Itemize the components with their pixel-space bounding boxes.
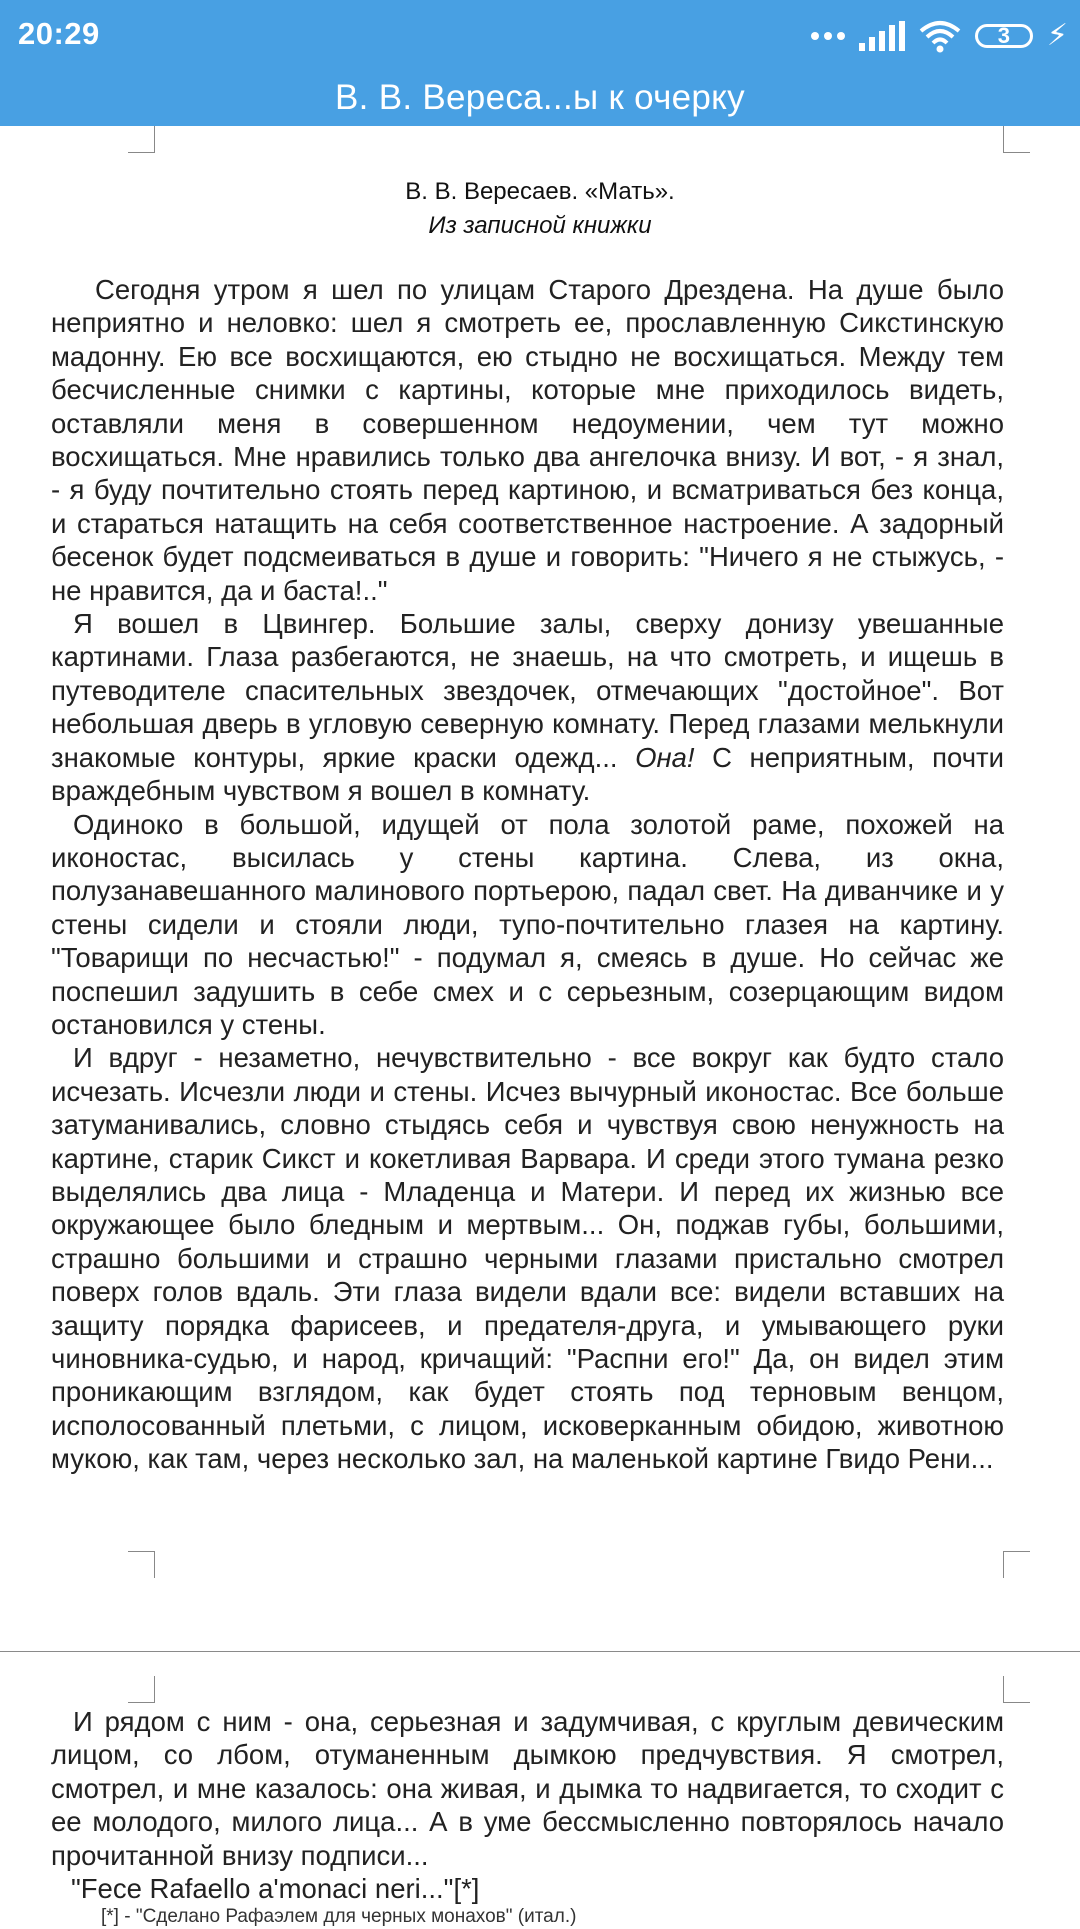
status-time: 20:29 [18,16,100,51]
signal-icon [859,21,905,51]
page-corner-mark [1003,126,1030,153]
page-corner-mark [128,1551,155,1578]
doc-body [51,273,1004,1476]
status-icons [811,16,1068,56]
doc-subheading: Из записной книжки [428,212,652,239]
page-corner-mark [128,1676,155,1703]
paragraph: Одиноко в большой, идущей от пола золотой раме, похожей на иконостас, высилась у стены картина. Слева, из окна, полузанавешанного малинового портьерою, падал свет. На диванчике и у стены сидели и стояли люди, тупо-почтительно глазея на картину. "Товарищи по несчастью!" - подумал я, смеясь в душе. Но сейчас же поспешил задушить в себе смех и с серьезным, созерцающим видом остановился у стены. [51,808,1004,1040]
document-page-1[interactable] [0,126,1080,1651]
footnote: [*] - "Сделано Рафаэлем для черных монахов" (итал.) [101,1906,577,1928]
wifi-icon [919,19,961,53]
page-corner-mark [1003,1676,1030,1703]
emphasis: Она! [635,741,695,773]
paragraph: И рядом с ним - она, серьезная и задумчивая, с круглым девическим лицом, со лбом, отуманенным дымкою предчувствия. Я смотрел, смотрел, и мне казалось: она живая, и дымка то надвигается, то сходит с ее молодого, милого лица... А в уме бессмысленно повторялось начало прочитанной внизу подписи... [51,1706,1004,1871]
app-bar [0,0,1080,126]
document-title[interactable]: В. В. Вереса...ы к очерку [335,78,745,117]
page-corner-mark [1003,1551,1030,1578]
paragraph: И вдруг - незаметно, нечувствительно - все вокруг как будто стало исчезать. Исчезли люди и стены. Исчез вычурный иконостас. Все больше затуманивались, словно стыдясь себя и чувствуя свою ненужность на картине, старик Сикст и кокетливая Варвара. И среди этого тумана резко выделялись два лица - Младенца и Матери. И перед их жизнью все окружающее было бледным и мертвым... Он, поджав губы, большими, страшно большими и страшно черными глазами пристально смотрел поверх голов вдаль. Эти глаза видели вдали все: видели вставших на защиту порядка фарисеев, и предателя-друга, и умывающего руки чиновника-судью, и народ, кричащий: "Распни его!" Да, он видел этим проникающим взглядом, как будет стоять под терновым венцом, исполосованный плетьми, с лицом, исковерканным обидою, животною мукою, как там, через несколько зал, на маленькой картине Гвидо Рени... [51,1042,1004,1475]
charging-icon: ⚡ [1046,19,1068,52]
doc-heading: В. В. Вересаев. «Мать». [405,178,675,205]
battery-icon: 3 [975,24,1033,48]
document-page-2[interactable] [0,1652,1080,1928]
paragraph: Я вошел в Цвингер. Большие залы, сверху донизу увешанные картинами. Глаза разбегаются, не знаешь, на что смотреть, и ищешь в путеводителе спасительных звездочек, отмечающих "достойное". Вот небольшая дверь в угловую северную комнату. Перед глазами мелькнули знакомые контуры, яркие краски одежд... Она! С неприятным, почти враждебным чувством я вошел в комнату. [51,608,1004,807]
doc-body-continued [51,1705,1004,1929]
quote-line: "Fece Rafaello a'monaci neri..."[*] [71,1873,480,1905]
page-corner-mark [128,126,155,153]
more-dots-icon [811,32,845,40]
paragraph: Сегодня утром я шел по улицам Старого Дрездена. На душе было неприятно и неловко: шел я смотреть ее, прославленную Сикстинскую мадонну. Ею все восхищаются, ею стыдно не восхищаться. Между тем бесчисленные снимки с картины, которые мне приходилось видеть, оставляли меня в совершенном недоумении, чем тут можно восхищаться. Мне нравились только два ангелочка внизу. И вот, - я знал, - я буду почтительно стоять перед картиною, и всматриваться без конца, и стараться натащить на себя соответственное настроение. А задорный бесенок будет подсмеиваться в душе и говорить: "Ничего я не стыжусь, - не нравится, да и баста!.." [51,274,1004,606]
